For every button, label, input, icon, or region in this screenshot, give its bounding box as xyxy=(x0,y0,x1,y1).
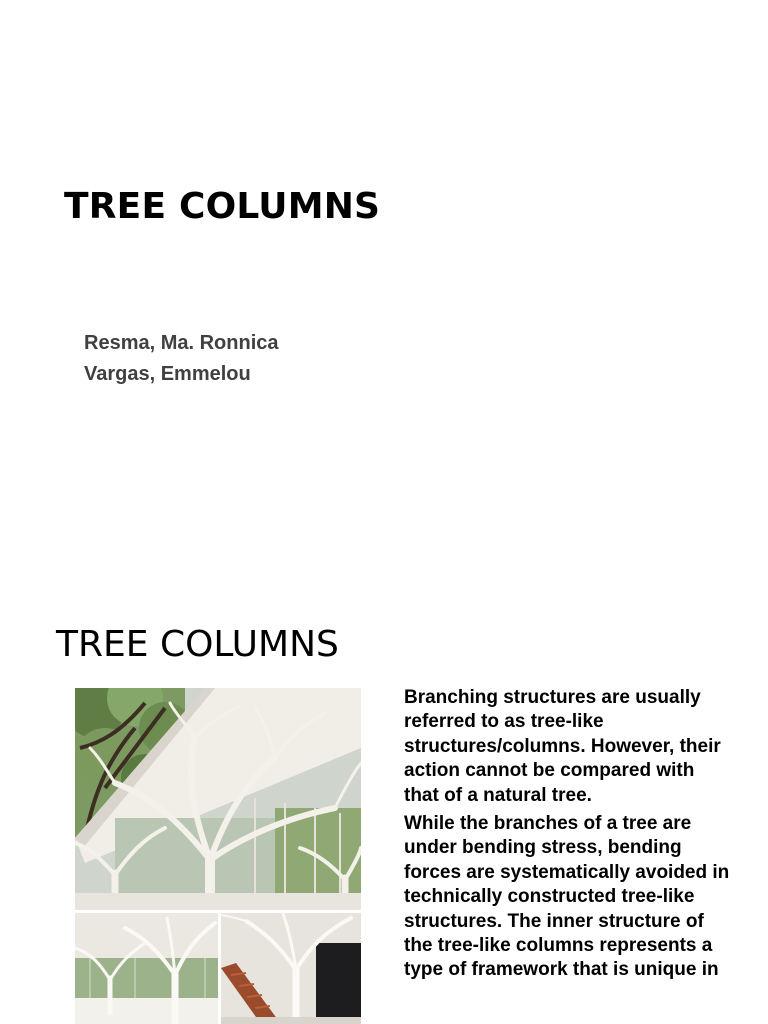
tree-column-canopy-photo xyxy=(75,688,361,910)
tree-column-staircase-photo xyxy=(221,913,361,1024)
author-name: Resma, Ma. Ronnica xyxy=(84,332,279,354)
author-name: Vargas, Emmelou xyxy=(84,363,251,385)
slide-title: TREE COLUMNS xyxy=(56,624,339,665)
slide-body-text xyxy=(404,686,734,987)
author-list xyxy=(84,328,279,390)
paragraph: While the branches of a tree are under bending stress, bending forces are systematically avoided in technically constructed tree-like structures. The inner structure of the tree-like columns represents a type of framework that is unique in xyxy=(404,813,730,981)
content-slide xyxy=(0,590,768,1024)
paragraph: Branching structures are usually referred to as tree-like structures/columns. However, their action cannot be compared with that of a natural tree. xyxy=(404,687,721,806)
tree-column-hall-photo xyxy=(75,913,218,1024)
slide-title: TREE COLUMNS xyxy=(64,186,381,227)
